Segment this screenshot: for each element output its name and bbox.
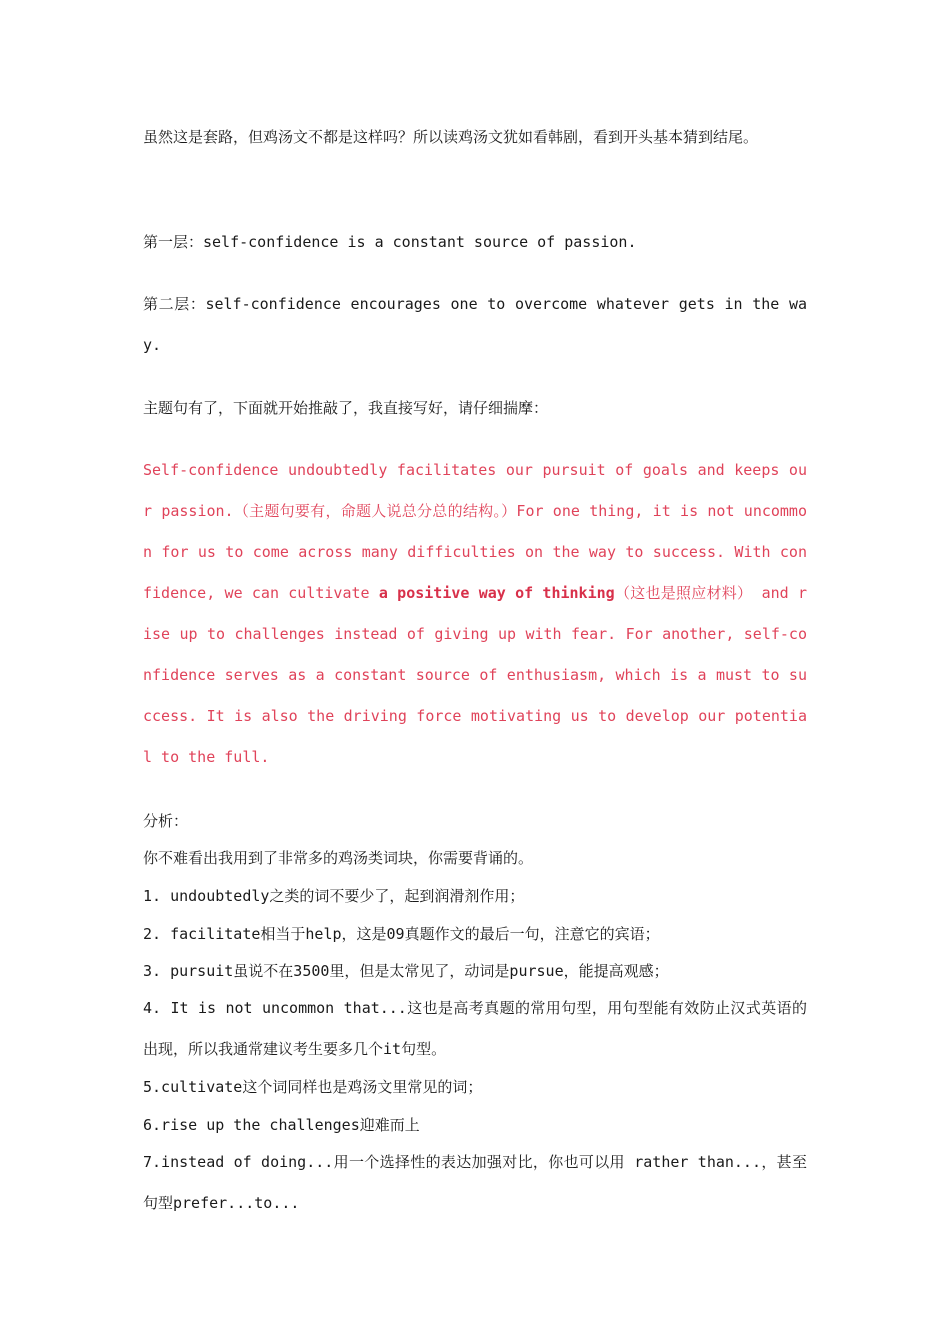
essay-highlight-phrase: a positive way of thinking: [378, 584, 615, 602]
analysis-item: 2. facilitate相当于help，这是09真题作文的最后一句，注意它的宾语；: [143, 925, 660, 943]
intro-paragraph: 虽然这是套路，但鸡汤文不都是这样吗？所以读鸡汤文犹如看韩剧，看到开头基本猜到结尾。: [143, 128, 759, 146]
analysis-intro: 你不难看出我用到了非常多的鸡汤类词块，你需要背诵的。: [143, 849, 534, 867]
analysis-item: 7.instead of doing...用一个选择性的表达加强对比，你也可以用 rather than...，甚至句型prefer...to...: [143, 1153, 807, 1212]
layer-two-sentence: 第二层：self-confidence encourages one to overcome whatever gets in the way.: [143, 295, 807, 354]
essay-text-part1: Self-confidence undoubtedly facilitates our pursuit of goals and keeps our passion.（主题句要有，命题人说总分总的结构。）For one thing, it is not uncommon for us to come across many difficulties on the way to success. With confidence, we can cultivate: [143, 461, 807, 602]
analysis-item: 1. undoubtedly之类的词不要少了，起到润滑剂作用；: [143, 887, 525, 905]
analysis-item: 3. pursuit虽说不在3500里，但是太常见了，动词是pursue，能提高观感；: [143, 962, 669, 980]
analysis-item: 6.rise up the challenges迎难而上: [143, 1116, 420, 1134]
analysis-heading: 分析：: [143, 812, 189, 830]
transition-sentence: 主题句有了，下面就开始推敲了，我直接写好，请仔细揣摩：: [143, 399, 549, 417]
analysis-item: 4. It is not uncommon that...这也是高考真题的常用句型，用句型能有效防止汉式英语的出现，所以我通常建议考生要多几个it句型。: [143, 999, 807, 1058]
model-essay-paragraph: [143, 450, 807, 778]
layer-one-sentence: 第一层：self-confidence is a constant source of passion.: [143, 233, 637, 251]
analysis-item: 5.cultivate这个词同样也是鸡汤文里常见的词；: [143, 1078, 483, 1096]
essay-text-part2: （这也是照应材料） and rise up to challenges instead of giving up with fear. For another, self-confidence serves as a constant source of enthusiasm, which is a must to success. It is also the driving force motivating us to develop our potential to the full.: [143, 584, 807, 766]
